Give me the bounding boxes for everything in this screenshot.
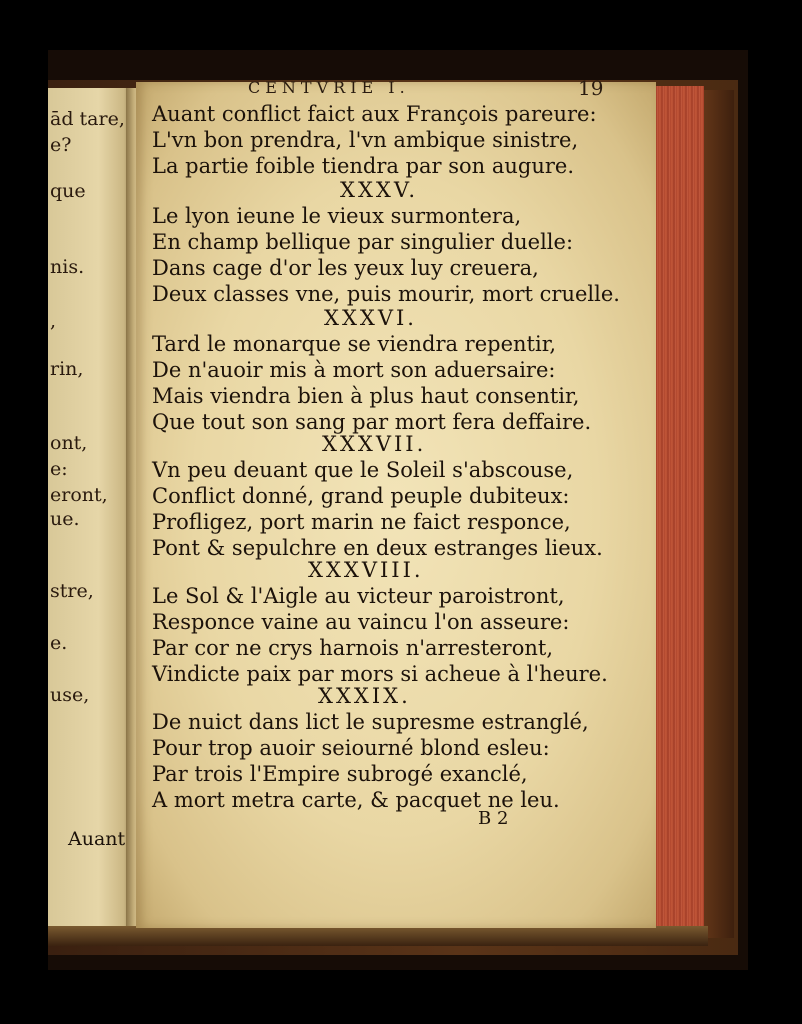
verse-line: Responce vaine au vaincu l'on asseure:: [152, 610, 570, 634]
verse-line: De n'auoir mis à mort son aduersaire:: [152, 358, 556, 382]
book-bottom-edge: [48, 926, 708, 946]
quatrain-numeral: XXXV.: [340, 178, 419, 202]
verse-line: Le Sol & l'Aigle au victeur paroistront,: [152, 584, 565, 608]
left-fragment: eront,: [50, 484, 108, 506]
verse-line: Le lyon ieune le vieux surmontera,: [152, 204, 522, 228]
verse-line: Vindicte paix par mors si acheue à l'heure.: [152, 662, 608, 686]
verse-line: Profligez, port marin ne faict responce,: [152, 510, 571, 534]
verse-line: Par cor ne crys harnois n'arresteront,: [152, 636, 553, 660]
left-page-catchword: Auant: [68, 828, 126, 850]
left-fragment: e:: [50, 458, 68, 480]
verse-line: Que tout son sang par mort fera deffaire.: [152, 410, 592, 434]
verse-line: Par trois l'Empire subrogé exanclé,: [152, 762, 528, 786]
left-fragment: que: [50, 180, 86, 202]
quatrain-numeral: XXXIX.: [318, 684, 411, 708]
left-page: [48, 88, 132, 926]
signature-mark: B 2: [478, 808, 509, 829]
verse-line: Vn peu deuant que le Soleil s'abscouse,: [152, 458, 574, 482]
verse-line: Mais viendra bien à plus haut consentir,: [152, 384, 580, 408]
red-page-edges: [650, 86, 704, 936]
left-fragment: nis.: [50, 256, 85, 278]
verse-line: Deux classes vne, puis mourir, mort cruelle.: [152, 282, 620, 306]
verse-line: En champ bellique par singulier duelle:: [152, 230, 574, 254]
quatrain-numeral: XXXVIII.: [308, 558, 424, 582]
verse-line: De nuict dans lict le supresme estranglé,: [152, 710, 589, 734]
left-fragment: ād tare,: [50, 108, 125, 130]
left-fragment: stre,: [50, 580, 94, 602]
verse-line: Tard le monarque se viendra repentir,: [152, 332, 557, 356]
running-head: CENTVRIE I.: [248, 78, 410, 97]
left-fragment: e.: [50, 632, 68, 654]
left-fragment: use,: [50, 684, 90, 706]
page-number: 19: [578, 76, 604, 100]
left-fragment: rin,: [50, 358, 84, 380]
verse-line: Pont & sepulchre en deux estranges lieux.: [152, 536, 603, 560]
verse-line: La partie foible tiendra par son augure.: [152, 154, 575, 178]
verse-line: Pour trop auoir seiourné blond esleu:: [152, 736, 550, 760]
left-fragment: ont,: [50, 432, 88, 454]
quatrain-numeral: XXXVI.: [324, 306, 417, 330]
verse-line: Dans cage d'or les yeux luy creuera,: [152, 256, 539, 280]
left-fragment: ue.: [50, 508, 80, 530]
left-fragment: e?: [50, 134, 72, 156]
verse-line: L'vn bon prendra, l'vn ambique sinistre,: [152, 128, 579, 152]
left-fragment: ,: [50, 310, 57, 332]
verse-line: Auant conflict faict aux François pareure:: [152, 102, 597, 126]
verse-line: Conflict donné, grand peuple dubiteux:: [152, 484, 570, 508]
verse-line: A mort metra carte, & pacquet ne leu.: [152, 788, 560, 812]
quatrain-numeral: XXXVII.: [322, 432, 427, 456]
